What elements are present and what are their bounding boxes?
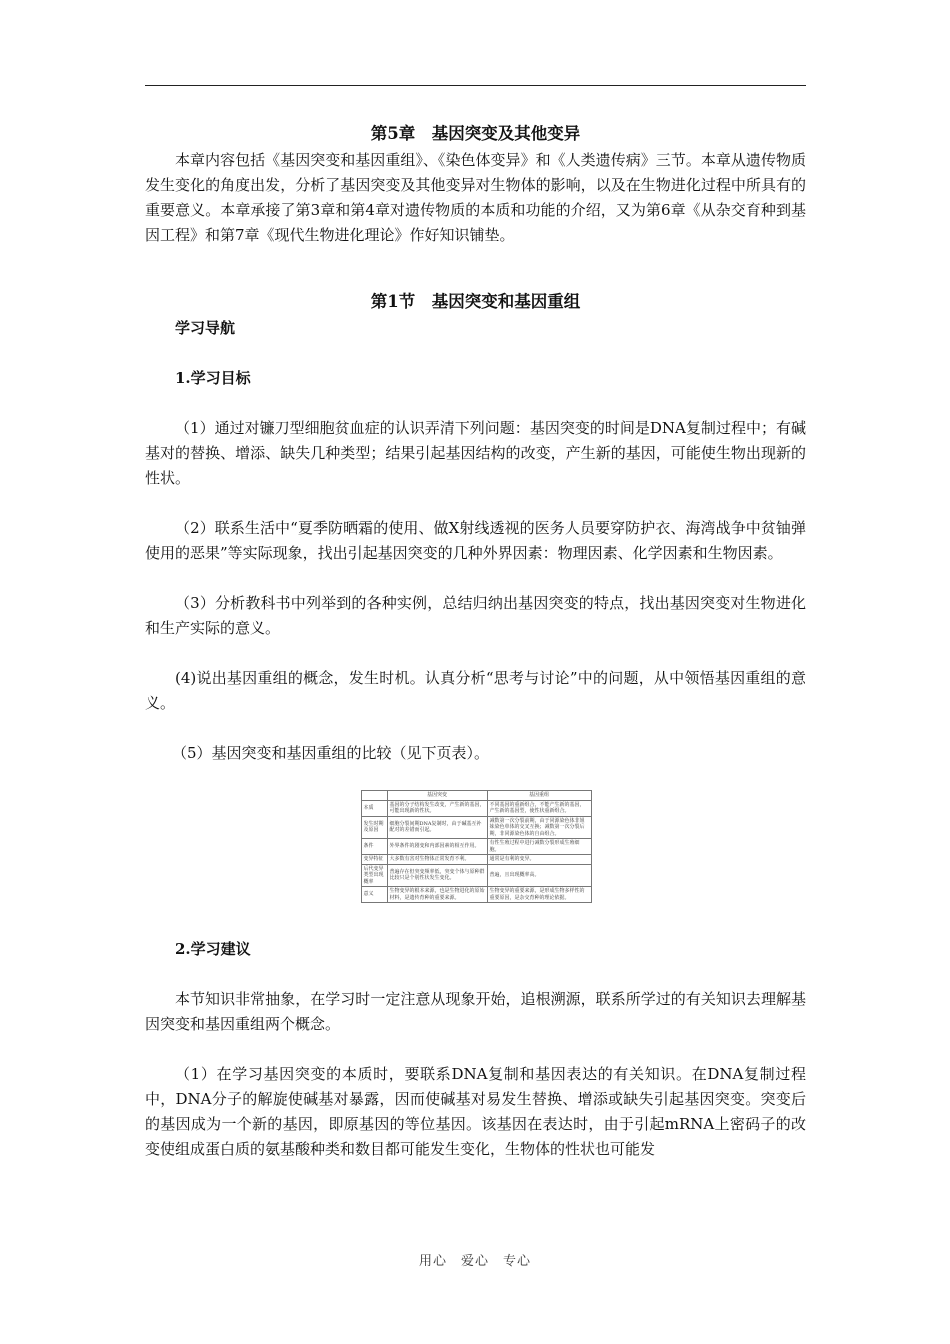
table-row (361, 864, 591, 887)
table-header-cell (361, 791, 387, 801)
advice-intro: 本节知识非常抽象，在学习时一定注意从现象开始，追根溯源，联系所学过的有关知识去理解基因突变和基因重组两个概念。 (145, 990, 806, 1033)
table-cell: 不同基因的重新组合，不能产生新的基因，产生新的基因型，使性状重新组合。 (487, 800, 591, 816)
comparison-table (361, 790, 592, 903)
goal-item-5: （5）基因突变和基因重组的比较（见下页表）。 (172, 744, 490, 762)
goal-item-4: (4)说出基因重组的概念，发生时机。认真分析“思考与讨论”中的问题，从中领悟基因重组的意义。 (145, 669, 806, 712)
table-cell: 普遍，且出现概率高。 (487, 864, 591, 887)
table-row (361, 816, 591, 839)
table-row (361, 855, 591, 865)
table-cell: 大多数有害对生物体正常发育不利。 (387, 855, 487, 865)
comparison-table-figure (361, 790, 591, 903)
table-cell: 条件 (361, 839, 387, 855)
table-row (361, 839, 591, 855)
table-cell: 通常是有利的变异。 (487, 855, 591, 865)
table-cell: 后代变异类型出现概率 (361, 864, 387, 887)
table-cell: 细胞分裂间期DNA复制时，由于碱基互补配对的差错而引起。 (387, 816, 487, 839)
advice-item-1: （1）在学习基因突变的本质时，要联系DNA复制和基因表达的有关知识。在DNA复制过程中，DNA分子的解旋使碱基对暴露，因而使碱基对易发生替换、增添或缺失引起基因突变。突变后的基因成为一个新的基因，即原基因的等位基因。该基因在表达时，由于引起mRNA上密码子的改变使组成蛋白质的氨基酸种类和数目都可能发生变化，生物体的性状也可能发 (145, 1065, 806, 1158)
goal-item-3: （3）分析教科书中列举到的各种实例，总结归纳出基因突变的特点，找出基因突变对生物进化和生产实际的意义。 (145, 594, 806, 637)
table-header-cell: 基因重组 (487, 791, 591, 801)
table-cell: 外界条件的剧变和内部因素的相互作用。 (387, 839, 487, 855)
table-row (361, 800, 591, 816)
section-title: 第1节 基因突变和基因重组 (370, 292, 581, 311)
table-cell: 生物变异的根本来源，也是生物进化的原始材料，是遗传育种的重要来源。 (387, 887, 487, 903)
table-cell: 有性生殖过程中进行减数分裂形成生殖细胞。 (487, 839, 591, 855)
table-cell: 减数第一次分裂前期，由于同源染色体非姐妹染色单体的交叉互换；减数第一次分裂后期，非同源染色体的自由组合。 (487, 816, 591, 839)
goal-item-1: （1）通过对镰刀型细胞贫血症的认识弄清下列问题：基因突变的时间是DNA复制过程中；有碱基对的替换、增添、缺失几种类型；结果引起基因结构的改变，产生新的基因，可能使生物出现新的性状。 (145, 419, 806, 487)
table-cell: 变异特征 (361, 855, 387, 865)
table-row (361, 887, 591, 903)
page-footer: 用心 爱心 专心 (418, 1254, 531, 1269)
document-body (145, 120, 806, 1162)
goal-item-2: （2）联系生活中“夏季防晒霜的使用、做X射线透视的医务人员要穿防护衣、海湾战争中贫铀弹使用的恶果”等实际现象，找出引起基因突变的几种外界因素：物理因素、化学因素和生物因素。 (145, 519, 806, 562)
table-cell: 基因的分子结构发生改变，产生新的基因，可能出现新的性状。 (387, 800, 487, 816)
advice-heading: 2.学习建议 (175, 940, 251, 958)
table-cell: 普遍存在但突变频率低，突变个体与原种群比较只是个别性状发生变化。 (387, 864, 487, 887)
table-header-row (361, 791, 591, 801)
header-rule (145, 85, 806, 86)
table-cell: 本质 (361, 800, 387, 816)
guide-label: 学习导航 (175, 319, 236, 337)
chapter-title: 第5章 基因突变及其他变异 (370, 124, 581, 143)
table-cell: 发生时期及原因 (361, 816, 387, 839)
chapter-intro: 本章内容包括《基因突变和基因重组》、《染色体变异》和《人类遗传病》三节。本章从遗传物质发生变化的角度出发，分析了基因突变及其他变异对生物体的影响，以及在生物进化过程中所具有的重要意义。本章承接了第3章和第4章对遗传物质的本质和功能的介绍，又为第6章《从杂交育种到基因工程》和第7章《现代生物进化理论》作好知识铺垫。 (145, 151, 806, 244)
table-cell: 意义 (361, 887, 387, 903)
table-header-cell: 基因突变 (387, 791, 487, 801)
table-cell: 生物变异的重要来源，是形成生物多样性的重要原因，是杂交育种的理论依据。 (487, 887, 591, 903)
goals-heading: 1.学习目标 (175, 369, 251, 387)
